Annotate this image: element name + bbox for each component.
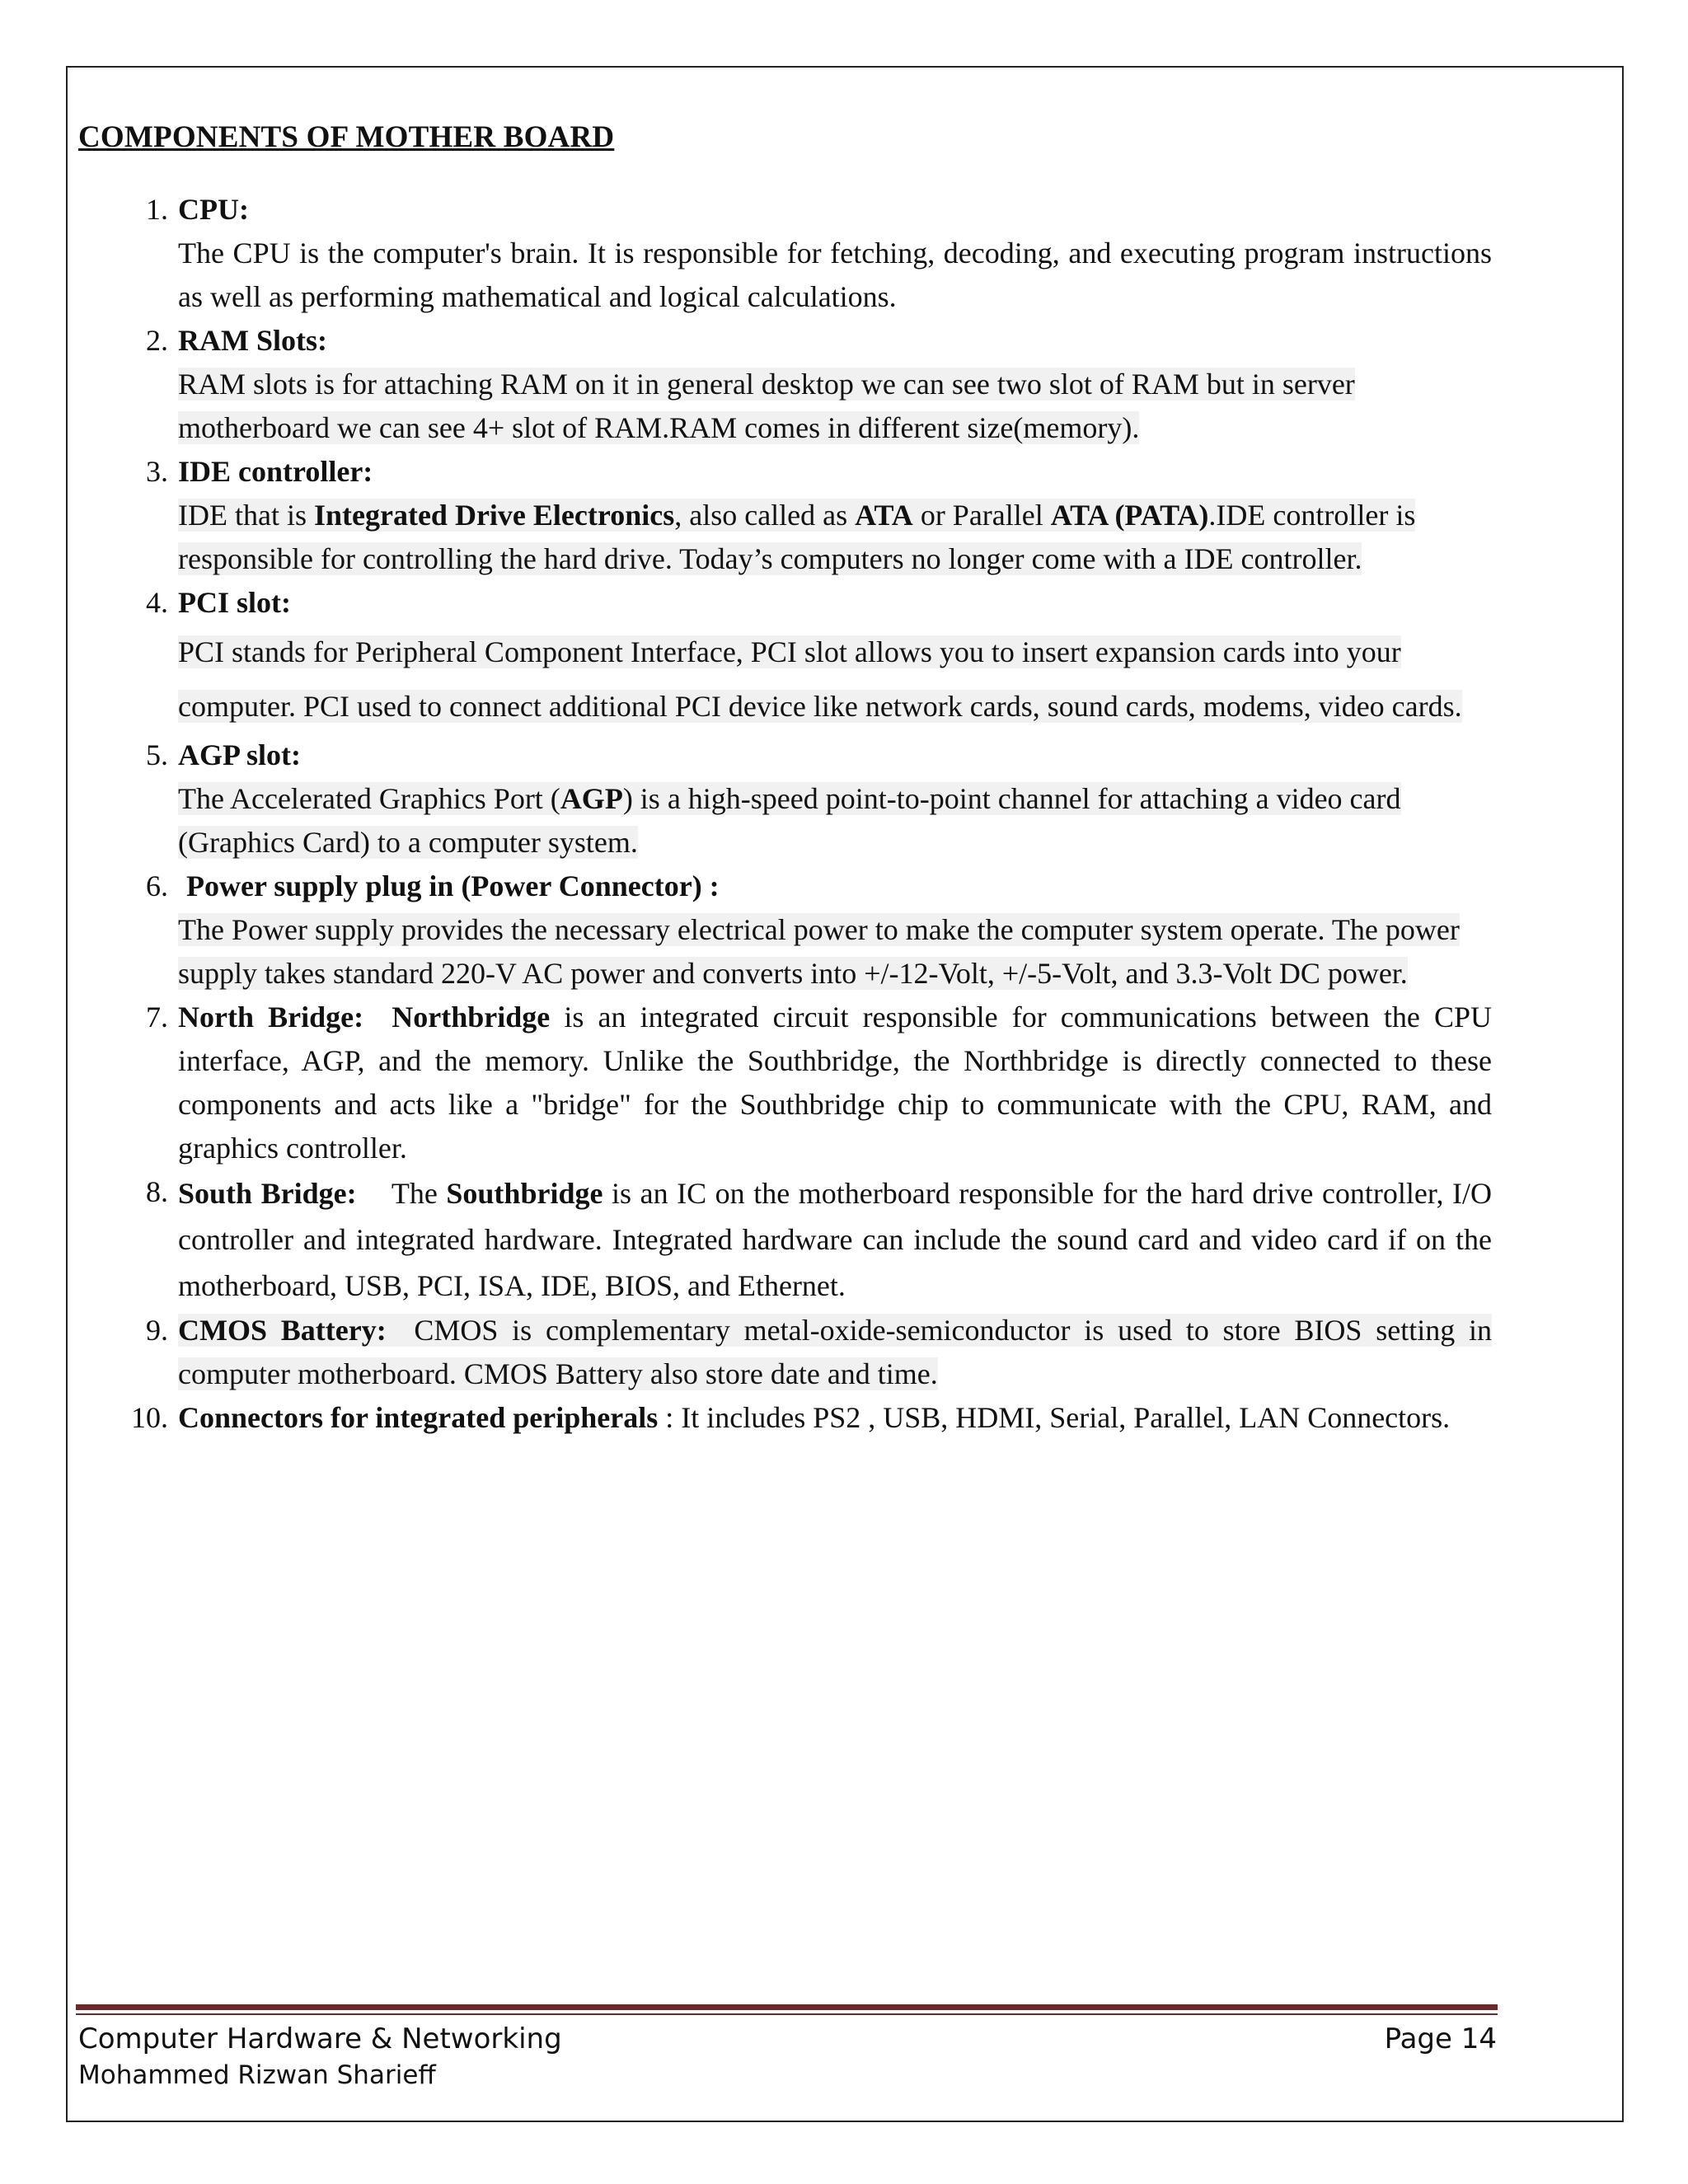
item-number: 7. (146, 1001, 168, 1033)
page-title: COMPONENTS OF MOTHER BOARD (78, 120, 615, 154)
item-number: 5. (146, 738, 168, 771)
item-text-highlight (178, 499, 1415, 575)
footer-rule-thick (76, 2004, 1498, 2010)
bold-term: Southbridge (446, 1177, 603, 1210)
item-number: 3. (146, 455, 168, 488)
item-number: 4. (146, 586, 168, 619)
item-heading: AGP slot: (178, 738, 301, 771)
item-heading: RAM Slots: (178, 324, 327, 357)
components-list (115, 188, 1492, 1440)
item-text (178, 908, 1492, 996)
item-text-highlight: RAM slots is for attaching RAM on it in general desktop we can see two slot of RAM but in server motherboard we can see 4+ slot of RAM.RAM comes in different size(memory). (178, 368, 1355, 444)
list-item-north-bridge (115, 996, 1492, 1170)
list-item-ide-controller (115, 450, 1492, 581)
list-item-south-bridge (115, 1170, 1492, 1309)
list-item-power-connector (115, 865, 1492, 996)
item-heading: PCI slot: (178, 586, 291, 619)
bold-term: ATA (855, 499, 913, 532)
list-item-cpu (115, 188, 1492, 319)
item-text: is an IC on the motherboard responsible for the hard drive controller, I/O controller and integrated hardware. Integrated hardware can include the sound card and video card if on the motherboard, USB, PCI, ISA, IDE, BIOS, and Ethernet. (178, 1177, 1493, 1302)
footer-author: Mohammed Rizwan Sharieff (78, 2060, 436, 2090)
item-heading: CMOS Battery: (178, 1314, 387, 1347)
list-item-ram-slots (115, 319, 1492, 450)
text-run: ) is a high-speed point-to-point channel for attaching a video card (Graphics Card) to a computer system. (178, 782, 1401, 859)
list-item-cmos-battery (115, 1309, 1492, 1396)
item-text: The CPU is the computer's brain. It is responsible for fetching, decoding, and executing program instructions as well as performing mathematical and logical calculations. (178, 237, 1492, 313)
item-text-highlight: PCI stands for Peripheral Component Interface, PCI slot allows you to insert expansion cards into your computer. PCI used to connect additional PCI device like network cards, sound cards, modems, video cards. (178, 635, 1462, 723)
item-text (178, 777, 1492, 865)
item-heading: Power supply plug in (Power Connector) : (186, 869, 720, 902)
item-text (178, 625, 1492, 733)
bold-term: Northbridge (392, 1001, 551, 1033)
item-text: CMOS is complementary metal-oxide-semiconductor is used to store BIOS setting in computer motherboard. CMOS Battery also store date and time. (178, 1314, 1493, 1390)
footer-rule-thin (76, 2013, 1498, 2015)
item-number: 1. (146, 193, 168, 226)
item-paragraph (178, 1170, 1492, 1309)
item-paragraph (178, 996, 1492, 1170)
text-run: The (391, 1177, 447, 1210)
item-paragraph (178, 1396, 1492, 1440)
item-text-highlight (178, 782, 1401, 859)
list-item-pci-slot (115, 581, 1492, 733)
item-number: 10. (131, 1401, 168, 1434)
footer-left (78, 2021, 562, 2093)
item-paragraph (178, 1309, 1492, 1396)
footer-course: Computer Hardware & Networking (78, 2022, 562, 2055)
item-number: 8. (146, 1175, 168, 1208)
text-run: The Accelerated Graphics Port ( (178, 782, 560, 815)
item-text-highlight: The Power supply provides the necessary electrical power to make the computer system operate. The power supply takes standard 220-V AC power and converts into +/-12-Volt, +/-5-Volt, and 3.3-Volt DC power. (178, 913, 1460, 990)
text-run: .IDE controller is responsible for controlling the hard drive. Today’s computers no longer come with a IDE controller. (178, 499, 1416, 575)
item-number: 6. (146, 869, 168, 902)
item-text: is an integrated circuit responsible for communications between the CPU interface, AGP, and the memory. Unlike the Southbridge, the Northbridge is directly connected to these components and acts like a "bridge" for the Southbridge chip to communicate with the CPU, RAM, and graphics controller. (178, 1001, 1493, 1165)
text-run: , also called as (674, 499, 856, 532)
text-run: or Parallel (912, 499, 1051, 532)
list-item-connectors (115, 1396, 1492, 1440)
bold-term: ATA (PATA) (1050, 499, 1209, 532)
item-heading: South Bridge: (178, 1177, 357, 1210)
item-heading: CPU: (178, 193, 249, 226)
text-run: IDE that is (178, 499, 314, 532)
item-text: : It includes PS2 , USB, HDMI, Serial, Parallel, LAN Connectors. (665, 1401, 1451, 1434)
item-heading: Connectors for integrated peripherals (178, 1401, 659, 1434)
item-number: 2. (146, 324, 168, 357)
item-text (178, 363, 1492, 450)
item-number: 9. (146, 1314, 168, 1347)
item-heading: IDE controller: (178, 455, 373, 488)
list-item-agp-slot (115, 733, 1492, 865)
item-text-highlight (178, 1314, 1492, 1390)
footer-page-number: Page 14 (1384, 2022, 1497, 2055)
item-text (178, 494, 1492, 581)
item-heading: North Bridge: (178, 1001, 364, 1033)
bold-term: AGP (560, 782, 623, 815)
bold-term: Integrated Drive Electronics (313, 499, 675, 532)
